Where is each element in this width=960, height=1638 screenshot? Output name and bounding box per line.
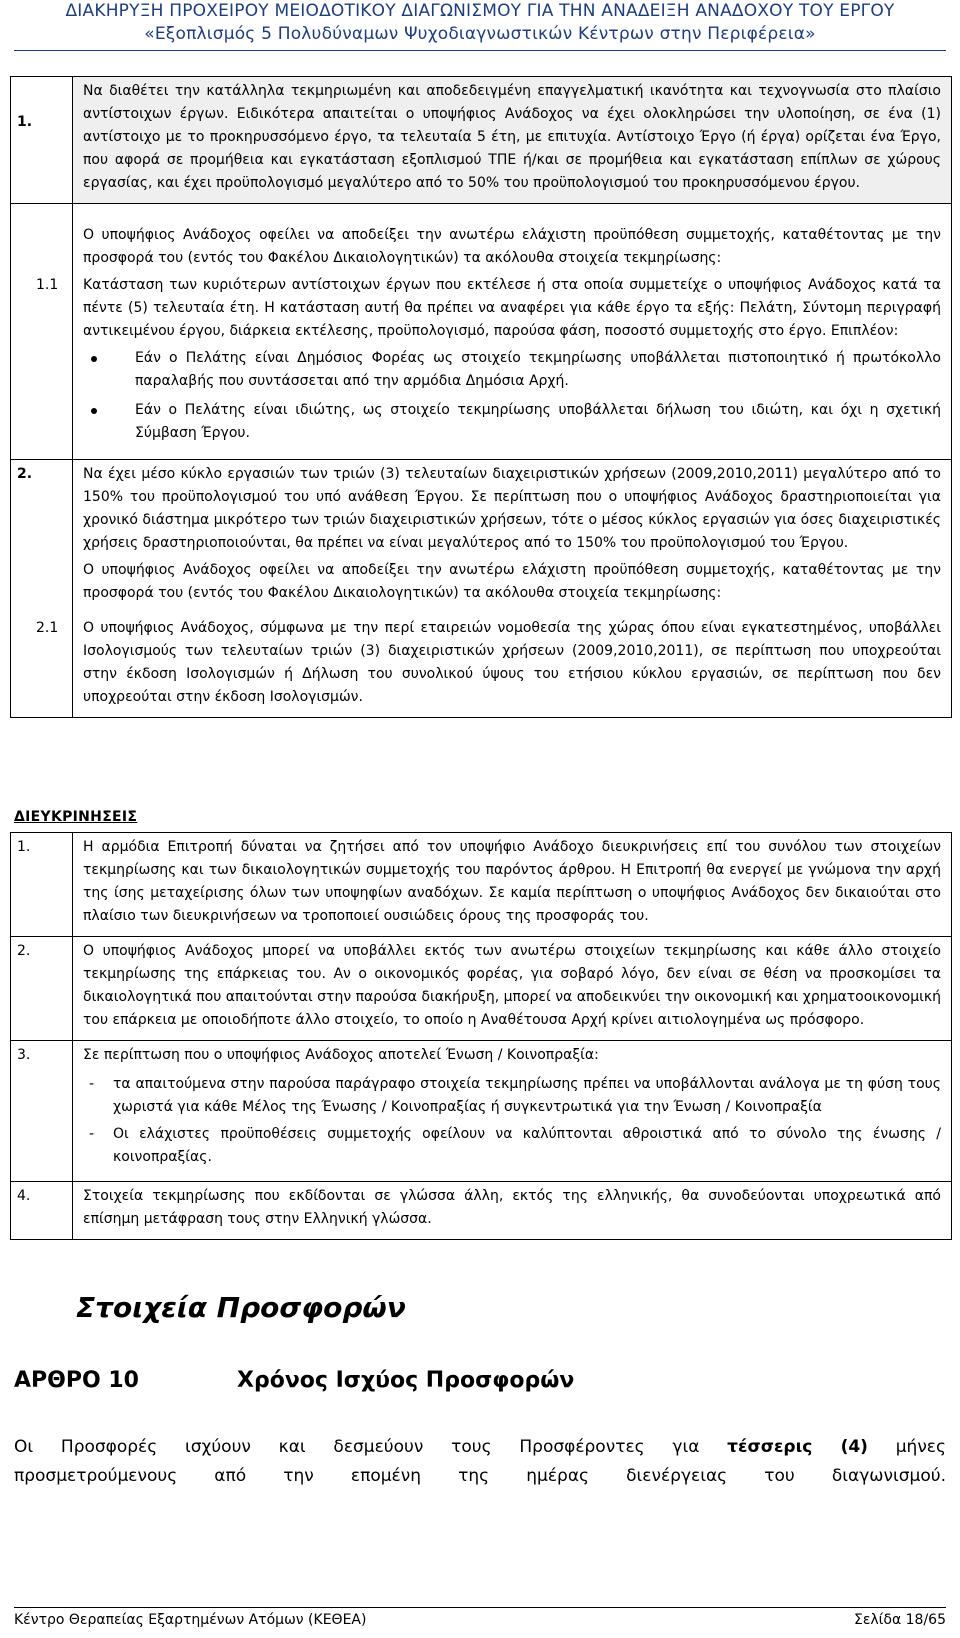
table-row [11,204,951,460]
dash-marker: - [89,1126,95,1142]
dash-text: τα απαιτούμενα στην παρούσα παράγραφο στοιχεία τεκμηρίωσης πρέπει να υποβάλλονται ανάλογα με τη φύση τους χωριστά για κάθε Μέλος της Ένωσης / Κοινοπραξίας ή συγκεντρωτικά για την Ένωση / Κοινοπραξία [113,1076,941,1115]
table-row [11,833,951,937]
clarification-3-cell [73,1041,951,1181]
para-text: Οι Προσφορές ισχύουν και δεσμεύουν τους Προσφέροντες για [14,1437,728,1457]
para-bold-text: τέσσερις (4) [727,1437,868,1457]
list-item [83,399,941,445]
paragraph-line-1 [14,1433,946,1462]
list-item [83,1123,941,1169]
list-item [83,1073,941,1119]
dash-marker: - [89,1076,95,1092]
table-row [11,1182,951,1239]
requirement-2-text: Να έχει μέσο κύκλο εργασιών των τριών (3) τελευταίων διαχειριστικών χρήσεων (2009,2010,2011) μεγαλύτερο από το 150% του προϋπολογισμού του υπό ανάθεση Έργου. Σε περίπτωση που ο υποψήφιος Ανάδοχος δραστηριοποιείται για χρονικό διάστημα μικρότερο των τριών διαχειριστικών χρήσεων, τότε ο μέσος κύκλος εργασιών για όσες διαχειριστικές χρήσεις δραστηριοποιούνται, θα πρέπει να είναι μεγαλύτερος από το 150% του προϋπολογισμού του Έργου. [83,466,941,551]
clarification-4-cell [73,1182,951,1239]
bullet-icon [91,356,97,362]
article-title: Χρόνος Ισχύος Προσφορών [237,1368,575,1393]
number-column [11,460,73,717]
clarifications-title: ΔΙΕΥΚΡΙΝΗΣΕΙΣ [14,809,138,825]
sub-item-number: 2.1 [36,620,59,636]
sub-item-text: Ο υποψήφιος Ανάδοχος, σύμφωνα με την περί εταιρειών νομοθεσία της χώρας όπου είναι εγκατεστημένος, υποβάλλει Ισολογισμούς των τελευταίων τριών (3) διαχειριστικών χρήσεων (2009,2010,2011), σε περίπτωση που υποχρεούται στην έκδοση Ισολογισμών ή Δήλωση του συνολικού ύψους του ετήσιου κύκλου εργασιών, σε περίπτωση που δεν υποχρεούται στην έκδοση Ισολογισμών. [83,620,941,705]
footer-rule [14,1607,946,1608]
bullet-list [83,347,941,445]
clarification-1-text: Η αρμόδια Επιτροπή δύναται να ζητήσει από τον υποψήφιο Ανάδοχο διευκρινήσεις επί του συνόλου των στοιχείων τεκμηρίωσης και των δικαιολογητικών συμμετοχής του παρόντος άρθρου. Η Επιτροπή θα ενεργεί με γνώμονα την αρχή της ίσης μεταχείρισης όλων των υποψηφίων αναδόχων. Σε καμία περίπτωση ο υποψήφιος Ανάδοχος δεν δικαιούται στο πλαίσιο των διευκρινήσεων να τροποποιεί ουσιώδεις όρους της προσφοράς του. [83,839,941,924]
clarification-2-text: Ο υποψήφιος Ανάδοχος μπορεί να υποβάλλει εκτός των ανωτέρω στοιχείων τεκμηρίωσης και κάθε άλλο στοιχείο τεκμηρίωσης της επάρκειας του. Αν ο οικονομικός φορέας, για σοβαρό λόγο, δεν είναι σε θέση να προσκομίσει τα δικαιολογητικά που απαιτούνται στην παρούσα διακήρυξη, μπορεί να αποδεικνύει την οικονομική και χρηματοοικονομική του επάρκεια με οποιοδήποτε άλλο στοιχείο, το οποίο η Αναθέτουσα Αρχή κρίνει αιτιολογημένα ως πρόσφορο. [83,943,941,1028]
page-number: Σελίδα 18/65 [853,1612,946,1628]
row-number: 1. [17,839,31,855]
table-row [11,937,951,1041]
clarification-1-cell [73,833,951,936]
clarifications-table [10,832,952,1240]
header-line-2: «Εξοπλισμός 5 Πολυδύναμων Ψυχοδιαγνωστικών Κέντρων στην Περιφέρεια» [144,24,816,44]
requirements-table [10,76,952,718]
table-row [11,460,951,717]
dash-list [83,1073,941,1169]
list-item [83,347,941,393]
header-rule [14,50,946,51]
footer-organization: Κέντρο Θεραπείας Εξαρτημένων Ατόμων (ΚΕΘΕΑ) [14,1612,367,1628]
clarification-4-text: Στοιχεία τεκμηρίωσης που εκδίδονται σε γλώσσα άλλη, εκτός της ελληνικής, θα συνοδεύονται υποχρεωτικά από επίσημη μετάφραση τους στην Ελληνική γλώσσα. [83,1188,941,1227]
paragraph-line-2: προσμετρούμενους από την επομένη της ημέρας διενέργειας του διαγωνισμού. [14,1466,946,1486]
para-text: μήνες [867,1437,946,1457]
article-paragraph [14,1433,946,1491]
row-number: 4. [17,1188,31,1204]
sub-item-number: 1.1 [36,277,59,293]
table-row [11,77,951,204]
dash-text: Οι ελάχιστες προϋποθέσεις συμμετοχής οφείλουν να καλύπτονται αθροιστικά από το σύνολο της ένωσης / κοινοπραξίας. [113,1126,941,1165]
clarification-2-cell [73,937,951,1040]
clarification-3-text: Σε περίπτωση που ο υποψήφιος Ανάδοχος αποτελεί Ένωση / Κοινοπραξία: [83,1047,599,1063]
requirement-2-proof-text: Ο υποψήφιος Ανάδοχος οφείλει να αποδείξει την ανωτέρω ελάχιστη προϋπόθεση συμμετοχής, καταθέτοντας με την προσφορά του (εντός του Φακέλου Δικαιολογητικών) τα ακόλουθα στοιχεία τεκμηρίωσης: [83,562,941,601]
requirement-2-cell [36,460,951,717]
requirement-1-proof-cell [36,204,951,459]
bullet-icon [91,408,97,414]
requirement-1-cell [73,77,951,203]
row-number: 2. [17,466,33,482]
header-line-1: ΔΙΑΚΗΡΥΞΗ ΠΡΟΧΕΙΡΟΥ ΜΕΙΟΔΟΤΙΚΟΥ ΔΙΑΓΩΝΙΣΜΟΥ ΓΙΑ ΤΗΝ ΑΝΑΔΕΙΞΗ ΑΝΑΔΟΧΟΥ ΤΟΥ ΕΡΓΟΥ [65,1,895,21]
table-row [11,1041,951,1182]
document-header [0,0,960,46]
bullet-text: Εάν ο Πελάτης είναι Δημόσιος Φορέας ως στοιχείο τεκμηρίωσης υποβάλλεται πιστοποιητικό ή πρωτόκολλο παραλαβής που συντάσσεται από την αρμόδια Δημόσια Αρχή. [135,350,941,389]
row-number: 2. [17,943,31,959]
number-column [11,937,73,1040]
sub-item-2-1 [36,617,941,709]
row-number: 1. [17,114,33,130]
number-column [11,1041,73,1181]
row-number: 3. [17,1047,31,1063]
number-column [11,77,73,203]
bullet-text: Εάν ο Πελάτης είναι ιδιώτης, ως στοιχείο τεκμηρίωσης υποβάλλεται δήλωση του ιδιώτη, και όχι η σχετική Σύμβαση Έργου. [135,402,941,441]
number-column [11,833,73,936]
sub-item-1-1 [36,274,941,343]
section-title: Στοιχεία Προσφορών [76,1291,406,1324]
number-column [11,204,73,459]
requirement-1-text: Να διαθέτει την κατάλληλα τεκμηριωμένη και αποδεδειγμένη επαγγελματική ικανότητα και τεχνογνωσία στο πλαίσιο αντίστοιχων έργων. Ειδικότερα απαιτείται ο υποψήφιος Ανάδοχος να έχει ολοκληρώσει την υλοποίηση, σε ένα (1) αντίστοιχο με το προκηρυσσόμενο έργο, τα τελευταία 5 έτη, με επιτυχία. Αντίστοιχο Έργο (ή έργα) ορίζεται ένα Έργο, που αφορά σε προμήθεια και εγκατάσταση εξοπλισμού ΤΠΕ ή/και σε προμήθεια και εγκατάσταση επίπλων σε χώρους εργασίας, και έχει προϋπολογισμό μεγαλύτερο από το 50% του προϋπολογισμού του προκηρυσσόμενου έργου. [83,83,941,191]
article-label: ΑΡΘΡΟ 10 [14,1368,139,1393]
number-column [11,1182,73,1239]
proof-intro-text: Ο υποψήφιος Ανάδοχος οφείλει να αποδείξει την ανωτέρω ελάχιστη προϋπόθεση συμμετοχής, καταθέτοντας με την προσφορά του (εντός του Φακέλου Δικαιολογητικών) τα ακόλουθα στοιχεία τεκμηρίωσης: [83,227,941,266]
sub-item-text: Κατάσταση των κυριότερων αντίστοιχων έργων που εκτέλεσε ή στα οποία συμμετείχε ο υποψήφιος Ανάδοχος κατά τα πέντε (5) τελευταία έτη. Η κατάσταση αυτή θα πρέπει να αναφέρει για κάθε έργο τα εξής: Πελάτη, Σύντομη περιγραφή αντικειμένου έργου, διάρκεια εκτέλεσης, προϋπολογισμό, παρούσα φάση, ποσοστό συμμετοχής στο έργο. Επιπλέον: [83,277,941,339]
